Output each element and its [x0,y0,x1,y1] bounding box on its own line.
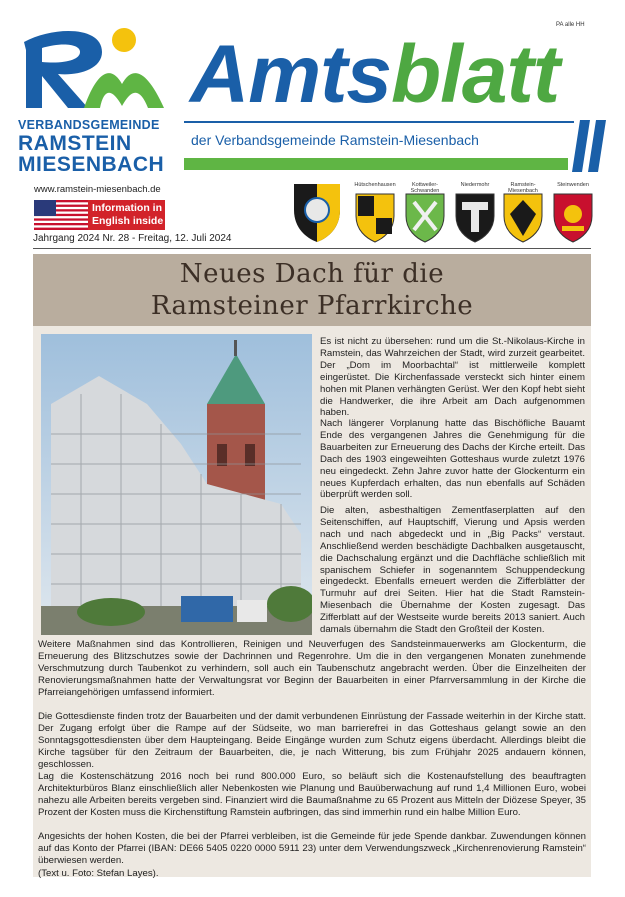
issue-info: Jahrgang 2024 Nr. 28 - Freitag, 12. Juli 2024 [33,233,232,244]
us-flag-icon [34,200,88,230]
church-scaffolding-photo [41,334,312,635]
vg-logo-icon [14,22,172,114]
masthead-subtitle: der Verbandsgemeinde Ramstein-Miesenbach [191,132,479,148]
crest-label-niedermohr: Niedermohr [460,182,490,188]
crest-label-ramstein: Ramstein-Miesenbach [508,182,538,194]
article-paragraph-1: Es ist nicht zu übersehen: rund um die St.-Nikolaus-Kirche in Ramstein, das Wahrzeichen der Stadt, wird zurzeit gearbeitet. Der „Dom im Moorbachtal“ ist mittlerweile komplett eingerüstet. Die Kirchenfassade versteckt sich hinter einem hohen mit Planen verhängten Gerüst. Wer den Kopf hebt sieht die Handwerker, die ihre Arbeit am Dach aufgenommen haben. [320,336,585,419]
masthead-title [190,29,560,120]
article-paragraph-6: Lag die Kostenschätzung 2016 noch bei rund 800.000 Euro, so beläuft sich die Kostenaufstellung des beauftragten Architekturbüros Blanz einschließlich aller Nebenkosten wie Planung und Bauüberwachung auf rund 1,4 Millionen Euro, wobei nahezu alle Arbeiten bereits vergeben sind. Finanziert wird die Baumaßnahme zu 65 Prozent aus Mitteln der Diözese Speyer, 35 Prozent der Kosten muss die Kirchenstiftung Ramstein aufbringen, das sind immerhin rund ein halbe Million Euro. [38,771,586,818]
title-part-blatt: blatt [391,29,560,120]
ramstein-crest-icon [502,192,544,244]
vg-name-line1: VERBANDSGEMEINDE [18,118,160,132]
vg-name-line3: MIESENBACH [18,153,165,176]
crest-label-huetschenhausen: Hütschenhausen [354,182,396,188]
article-paragraph-3: Die alten, asbesthaltigen Zementfaserplatten auf den Seitenschiffen, auf Hauptschiff, Vierung und Apsis werden nach und nach abgedeckt und in „Big Packs“ verstaut. Anschließend werden beschädigte Dachbalken ausgetauscht, die Dachschalung ergänzt und die Dachfläche schließlich mit spanischem Schiefer in sogenanntem Schuppendeckung eingedeckt. Ebenfalls erneuert werden die Zifferblätter der Turmuhr auf drei Seiten. Hier hat die Stadt Ramstein-Miesenbach die Übernahme der Kosten zugesagt. Das Zifferblatt auf der Westseite wurde bereits 2013 saniert. Auch damals übernahm die Stadt den Großteil der Kosten. [320,505,585,636]
english-info-badge[interactable]: Information in English inside [88,200,165,230]
huetschenhausen-crest-icon [354,192,396,244]
title-part-amts: Amts [190,29,392,120]
photo-credit: (Text u. Foto: Stefan Layes). [38,868,159,879]
article-paragraph-4: Weitere Maßnahmen sind das Kontrollieren, Reinigen und Neuverfugen des Sandsteinmauerwerks am Glockenturm, die Erneuerung des Blitzschutzes sowie der Dachrinnen und Regenrohre. Um die in den vergangenen Monaten zunehmende Verschmutzung durch Taubenkot zu verhindern, soll auch ein Taubenschutz angebracht werden. Über die Einzelheiten der Renovierungsmaßnahmen hatte der Verwaltungsrat vor Beginn der Bauarbeiten in einer Pfarrversammlung in der Kirche die Pfarreiangehörigen umfassend informiert. [38,639,586,698]
green-accent-bar [184,158,568,170]
vg-name-line2: RAMSTEIN [18,132,132,155]
header-divider [33,248,591,249]
headline-line1: Neues Dach für die [179,259,445,289]
steinwenden-crest-icon [552,192,594,244]
pa-mark: PA alle HH [556,22,585,28]
article-paragraph-7: Angesichts der hohen Kosten, die bei der Pfarrei verbleiben, ist die Gemeinde für jede Spende dankbar. Zuwendungen können auf das Konto der Pfarrei (IBAN: DE66 5405 0220 0000 5911 23) unter dem Verwendungszweck „Kirchenrenovierung Ramstein“ überwiesen werden. [38,831,586,866]
article-paragraph-2: Nach längerer Vorplanung hatte das Bischöfliche Bauamt Ende des vergangenen Jahres die Genehmigung für die Bauarbeiten zur Erneuerung des Dachs der Kirche erteilt. Das Dach des 1903 eingeweihten Gotteshaus wurde zuletzt 1976 neu eingedeckt. Zehn Jahre zuvor hatte der Glockenturm ein neues Kupferdach erhalten, das nun ebenfalls auf Schäden überprüft werden soll. [320,418,585,501]
headline-line2: Ramsteiner Pfarrkirche [150,291,474,321]
vg-crest-icon [290,180,344,244]
niedermohr-crest-icon [454,192,496,244]
crest-label-steinwenden: Steinwenden [557,182,589,188]
website-link[interactable]: www.ramstein-miesenbach.de [34,184,161,195]
article-paragraph-5: Die Gottesdienste finden trotz der Bauarbeiten und der damit verbundenen Einrüstung der Fassade weiterhin in der Kirche statt. Der Zugang erfolgt über die Rampe auf der Südseite, wo man barrierefrei in das Gotteshaus gelangt sowie an den Sonntagsgottesdiensten über dem Haupteingang. Beide Eingänge wurden zum Schutz eigens überdacht. Allerdings bleibt die Kirche tagsüber für den Zeitraum der Bauarbeiten, die, je nach Witterung, bis zum Frühjahr 2025 andauern können, geschlossen. [38,711,586,770]
slashes-icon [570,120,612,172]
kottweiler-crest-icon [404,192,446,244]
crest-label-kottweiler: Kottweiler-Schwanden [410,182,440,194]
